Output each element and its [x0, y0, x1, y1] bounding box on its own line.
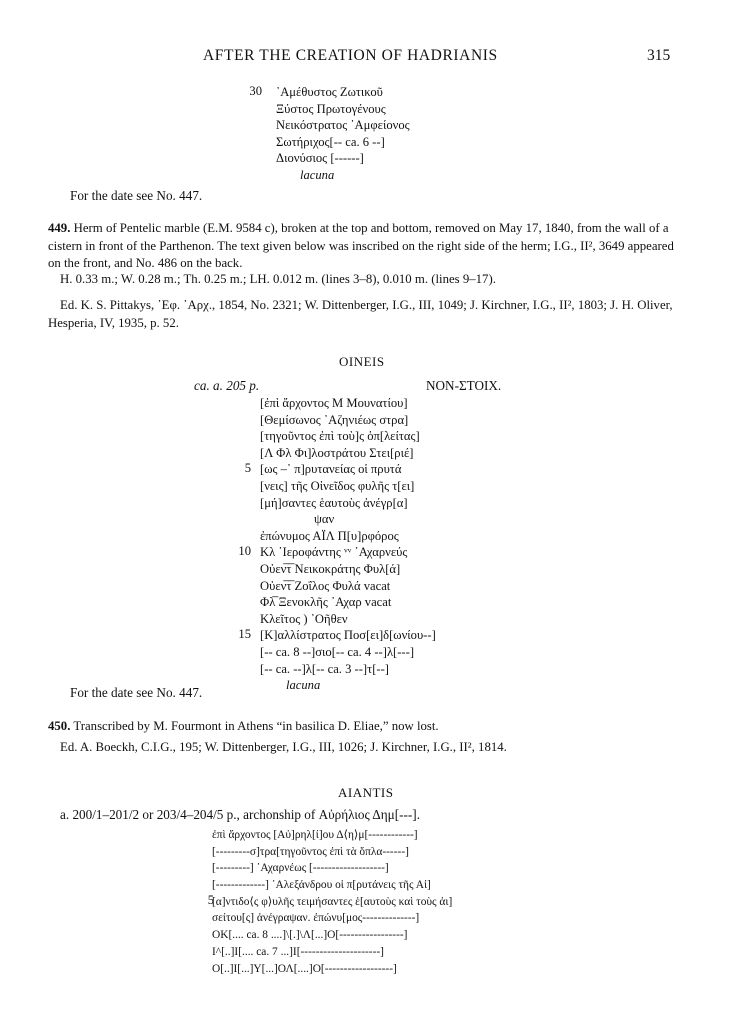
- inscription-line: [Κ]αλλίστρατος Ποσ[ει]δ[ωνίου--]: [260, 628, 436, 643]
- inscription-line: Κλ ῾Ιεροφάντης ᵛᵛ ᾿Αχαρνεύς: [260, 545, 408, 560]
- date-note: For the date see No. 447.: [70, 188, 203, 203]
- format-label: NON-ΣΤΟΙΧ.: [426, 378, 502, 393]
- entry-number: 449.: [48, 221, 71, 235]
- inscription-line: [---------] ᾿Αχαρνέως [-------------------]: [212, 862, 389, 875]
- line-number: 30: [249, 84, 262, 98]
- running-title: AFTER THE CREATION OF HADRIANIS: [203, 47, 498, 64]
- inscription-line: Διονύσιος [------]: [276, 151, 364, 166]
- aiantis-inscription: [212, 827, 452, 977]
- section-heading-aiantis: AIANTIS: [338, 785, 394, 800]
- inscription-line: Οὐεν̅τ̅ Νεικοκράτης Φυλ[ά]: [260, 561, 401, 576]
- line-number: 5: [207, 893, 214, 907]
- inscription-line: [-- ca. --]λ[-- ca. 3 --]τ[--]: [260, 661, 389, 676]
- page-number: 315: [647, 47, 671, 64]
- inscription-line: [ως –᾿ π]ρυτανείας οἱ πρυτά: [260, 462, 402, 477]
- line-number: 15: [238, 627, 251, 641]
- entry-text: Herm of Pentelic marble (E.M. 9584 c), broken at the top and bottom, removed on May 17, 1840, from the wall of a cistern in front of the Parthenon. The text given below was inscribed on the right side of the herm; I.G., II², 3649 appeared on the front, and No. 486 on the back.: [48, 221, 674, 270]
- oineis-inscription: [260, 395, 436, 694]
- entry-text: Transcribed by M. Fourmont in Athens “in basilica D. Eliae,” now lost.: [73, 719, 439, 733]
- line-number: 10: [238, 544, 251, 558]
- inscription-line: ἐπώνυμος ΑΪΛ Π[υ]ρφόρος: [260, 528, 399, 543]
- inscription-line: [---------σ]τρα[τηγοῦντος ἐπὶ τὰ ὅπλα------]: [212, 845, 409, 858]
- inscription-line: Φλ̅ Ξενοκλῆς ᾿Αχαρ vacat: [260, 595, 392, 610]
- inscription-line: ΟΚ[.... ca. 8 ....]\[.]\Λ[...]Ο[-----------------]: [212, 929, 408, 942]
- inscription-line: [τηγοῦντος ἐπὶ τοὺ]ς ὁπ[λείτας]: [260, 429, 420, 444]
- inscription-line: σείτου[ς] ἀνέγραψαν. ἐπώνυ[μος--------------]: [212, 912, 420, 925]
- section-heading-oineis: OINEIS: [339, 354, 385, 369]
- inscription-line: Ξύστος Πρωτογένους: [276, 101, 386, 116]
- date-label: ca. a. 205 p.: [194, 378, 260, 393]
- inscription-line: Ο[..]Ι[...]Υ[...]ΟΛ[....]Ο[------------------]: [212, 962, 397, 975]
- inscription-line: Κλεῖτος ) ᾿Οῆθεν: [260, 611, 348, 626]
- entry-450-description: [48, 718, 698, 736]
- inscription-line: ἐπὶ ἄρχοντος [Αὐ]ρηλ[ί]ου Δ⟨η⟩μ[------------]: [212, 829, 418, 841]
- inscription-line: ᾿Αμέθυστος Ζωτικοῦ: [276, 85, 383, 99]
- lacuna-label: lacuna: [286, 678, 321, 693]
- lacuna-label: lacuna: [300, 167, 335, 182]
- inscription-line: [-- ca. 8 --]σιο[-- ca. 4 --]λ[---]: [260, 644, 415, 659]
- inscription-line: [Θεμίσωνος ᾿Αζηνιέως στρα]: [260, 412, 409, 427]
- inscription-line: [ἐπὶ ἄρχοντος Μ Μουνατίου]: [260, 396, 408, 410]
- inscription-line: Σωτήριχος[-- ca. 6 --]: [276, 134, 385, 149]
- line-number: 5: [244, 461, 251, 475]
- inscription-line: Νεικόστρατος ᾿Αμφείονος: [276, 118, 410, 133]
- aiantis-date-line: a. 200/1–201/2 or 203/4–204/5 p., archonship of Αὐρήλιος Δημ[---].: [60, 807, 420, 822]
- entry-449-description: [48, 220, 688, 273]
- top-inscription: [276, 84, 410, 184]
- entry-number: 450.: [48, 719, 71, 733]
- inscription-line: [μή]σαντες ἑαυτοὺς ἀνέγρ[α]: [260, 495, 408, 510]
- inscription-line: [-------------] ᾿Αλεξάνδρου οἱ π[ρυτάνεις τῆς Αἰ]: [212, 879, 431, 892]
- inscription-line: [νεις] τῆς Οἰνεῖδος φυλῆς τ[ει]: [260, 478, 415, 493]
- inscription-line: ψαν: [314, 512, 335, 527]
- entry-449-dimensions: H. 0.33 m.; W. 0.28 m.; Th. 0.25 m.; LH. 0.012 m. (lines 3–8), 0.010 m. (lines 9–17).: [60, 272, 496, 286]
- inscription-line: Ι^[..]Ι[.... ca. 7 ...]Ι[---------------------]: [212, 945, 384, 958]
- date-note: For the date see No. 447.: [70, 685, 203, 700]
- entry-450-editions: Ed. A. Boeckh, C.I.G., 195; W. Dittenberger, I.G., III, 1026; J. Kirchner, I.G., II², 1814.: [60, 740, 507, 754]
- inscription-line: [Λ Φλ Φι]λοστράτου Στει[ριέ]: [260, 445, 414, 460]
- inscription-line: Οὐεν̅τ̅ Ζοΐλος Φυλά vacat: [260, 578, 391, 593]
- entry-449-editions: Ed. K. S. Pittakys, ᾿Εφ. ᾿Αρχ., 1854, No. 2321; W. Dittenberger, I.G., III, 1049; J. Kirchner, I.G., II², 1803; J. H. Oliver, Hesperia, IV, 1935, p. 52.: [48, 298, 673, 330]
- inscription-line: [α]ντιδο⟨ς φ⟩υλῆς τειμήσαντες ἑ[αυτοὺς καὶ τοὺς ἀι]: [212, 895, 453, 908]
